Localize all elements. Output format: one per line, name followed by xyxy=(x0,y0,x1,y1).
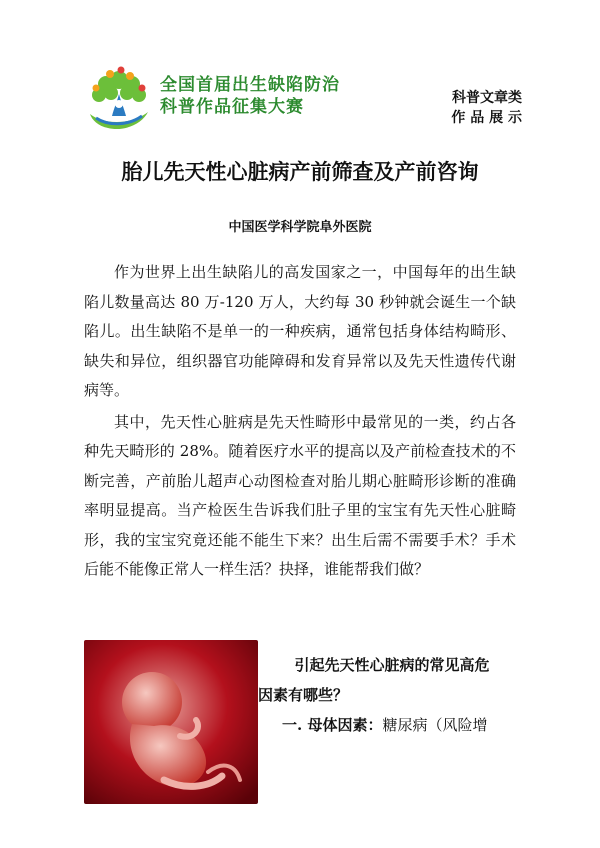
category-label xyxy=(451,88,522,128)
category-line-2: 作 品 展 示 xyxy=(451,110,522,126)
paragraph-2: 其中，先天性心脏病是先天性畸形中最常见的一类，约占各种先天畸形的 28%。随着医疗水平的提高以及产前检查技术的不断完善，产前胎儿超声心动图检查对胎儿期心脏畸形诊断的准确率明显提高。当产检医生告诉我们肚子里的宝宝有先天性心脏畸形，我的宝宝究竟还能不能生下来？出生后需不需要手术？手术后能不能像正常人一样生活？抉择，谁能帮我们做？ xyxy=(84,412,516,578)
article-title: 胎儿先天性心脏病产前筛查及产前咨询 xyxy=(121,160,479,184)
risk-factor-text: 糖尿病（风险增 xyxy=(382,716,488,734)
risk-factor-label: 一. 母体因素： xyxy=(282,716,383,734)
category-line-1: 科普文章类 xyxy=(452,90,522,106)
paragraph-1: 作为世界上出生缺陷儿的高发国家之一，中国每年的出生缺陷儿数量高达 80 万-120 万人，大约每 30 秒钟就会诞生一个缺陷儿。出生缺陷不是单一的一种疾病，通常包括身体结构畸形、缺失和异位，组织器官功能障碍和发育异常以及先天性遗传代谢病等。 xyxy=(84,263,516,399)
fetus-image xyxy=(84,640,258,804)
risk-factors-section xyxy=(258,650,516,740)
section-heading-line-2: 因素有哪些？ xyxy=(258,686,349,704)
section-heading-line-1: 引起先天性心脏病的常见高危 xyxy=(294,656,490,674)
article-author: 中国医学科学院阜外医院 xyxy=(228,220,372,235)
contest-logo xyxy=(84,64,154,134)
logo-line-2: 科普作品征集大赛 xyxy=(160,97,304,117)
article-body xyxy=(84,258,516,585)
logo-line-1: 全国首届出生缺陷防治 xyxy=(160,75,340,95)
risk-factor-item-1 xyxy=(258,710,516,740)
page-header xyxy=(0,0,600,150)
logo-text xyxy=(160,74,340,118)
